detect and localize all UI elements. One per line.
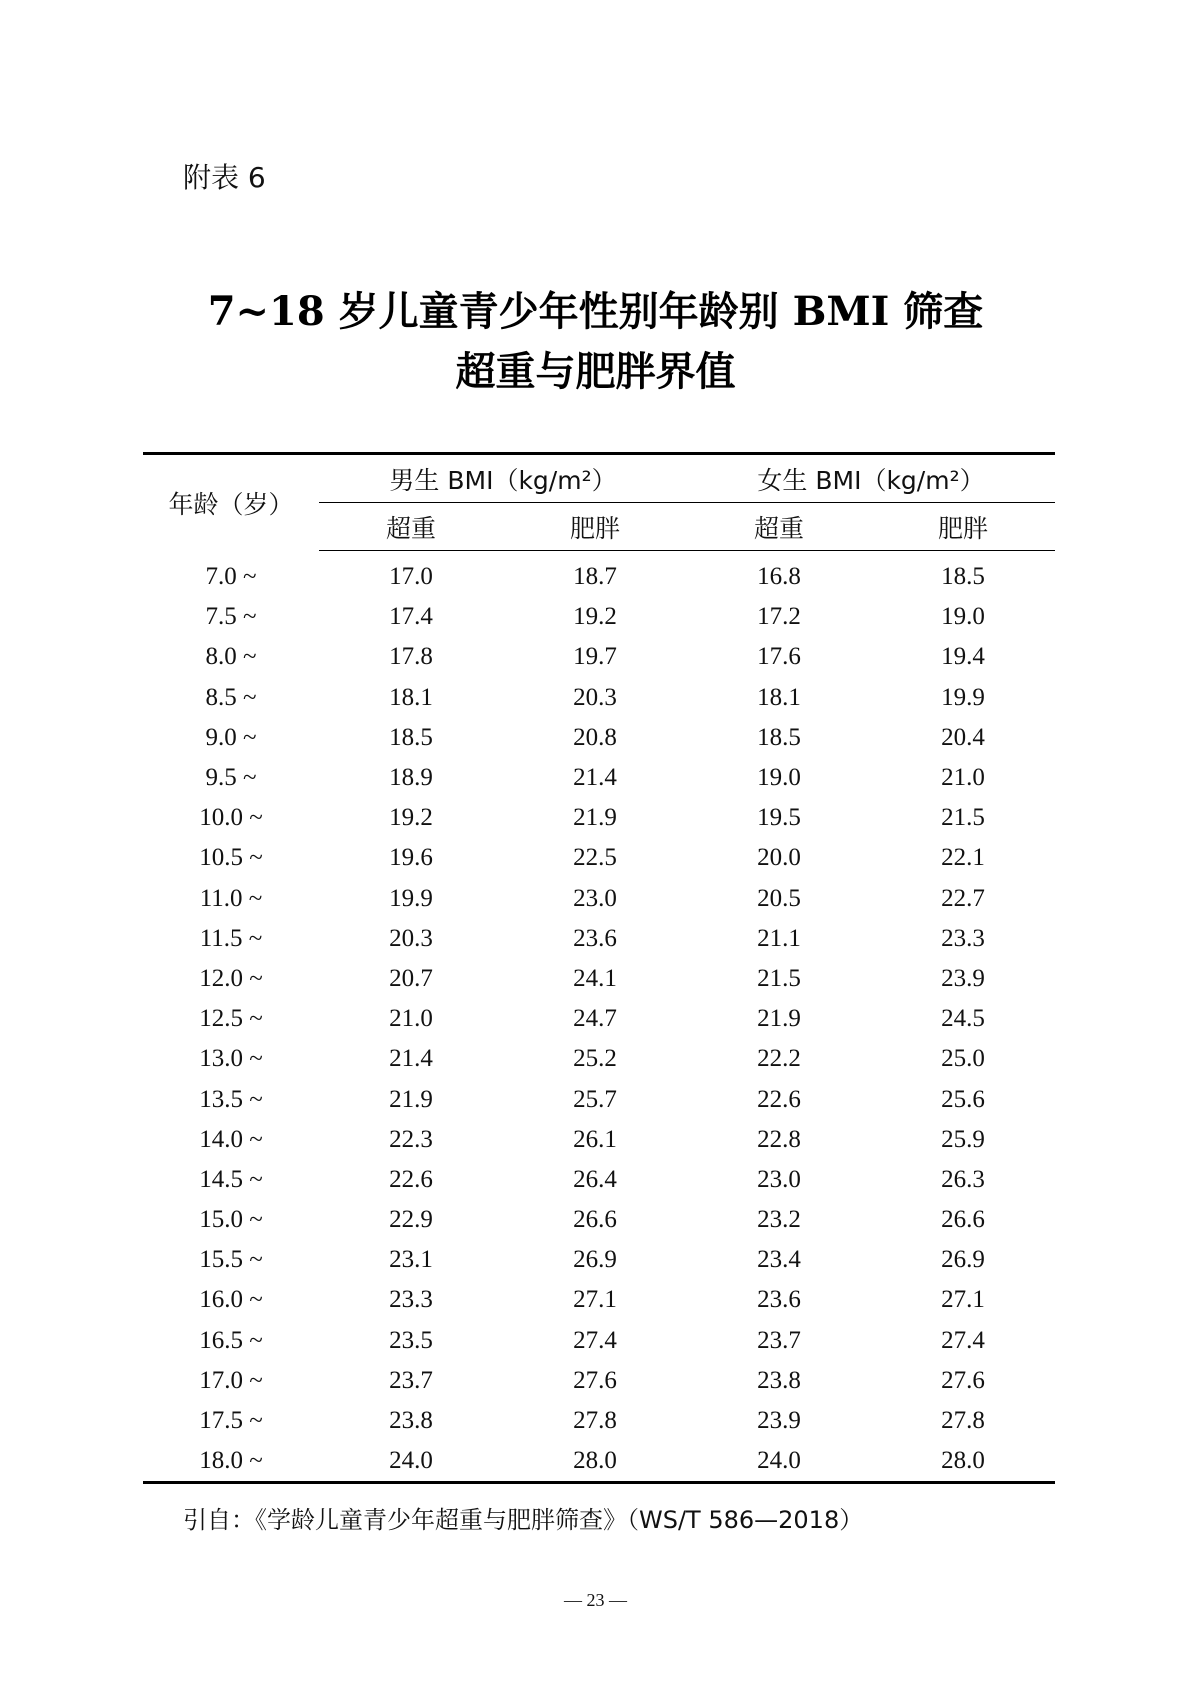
- bmi-table-container: [143, 452, 1055, 1484]
- age-cell: 16.5 ~: [199, 1326, 263, 1354]
- male-obese-cell: 27.4: [573, 1326, 617, 1354]
- female-overweight-cell: 24.0: [687, 1441, 871, 1483]
- table-row: [143, 879, 1055, 919]
- source-citation: 引自：《学龄儿童青少年超重与肥胖筛查》（WS/T 586—2018）: [183, 1506, 864, 1534]
- table-row: [143, 1160, 1055, 1200]
- male-overweight-cell: 23.7: [389, 1366, 433, 1394]
- male-obese-cell: 25.2: [573, 1045, 617, 1073]
- female-obese-cell: 25.6: [941, 1085, 985, 1113]
- female-obese-cell: 19.4: [941, 643, 985, 671]
- table-row: [143, 597, 1055, 637]
- female-obese-cell: 28.0: [871, 1441, 1055, 1483]
- male-obese-cell: 27.1: [573, 1286, 617, 1314]
- age-cell: 16.0 ~: [199, 1286, 263, 1314]
- male-obese-cell: 20.3: [573, 683, 617, 711]
- table-row: [143, 718, 1055, 758]
- page-number: — 23 —: [564, 1590, 627, 1610]
- age-cell: 17.5 ~: [199, 1407, 263, 1435]
- male-overweight-cell: 21.9: [389, 1085, 433, 1113]
- female-obese-cell: 21.0: [941, 764, 985, 792]
- male-obese-cell: 24.1: [573, 964, 617, 992]
- male-obese-cell: 26.1: [573, 1125, 617, 1153]
- male-overweight-cell: 18.5: [389, 723, 433, 751]
- female-overweight-cell: 21.9: [757, 1005, 801, 1033]
- male-obese-cell: 19.7: [573, 643, 617, 671]
- male-obese-cell: 22.5: [573, 844, 617, 872]
- female-overweight-cell: 21.1: [757, 924, 801, 952]
- male-overweight-cell: 17.8: [389, 643, 433, 671]
- female-obese-cell: 20.4: [941, 723, 985, 751]
- female-overweight-cell: 23.6: [757, 1286, 801, 1314]
- female-obese-cell: 19.9: [941, 683, 985, 711]
- document-title-line-2: 超重与肥胖界值: [455, 348, 736, 395]
- age-cell: 11.0 ~: [199, 884, 263, 912]
- female-obese-cell: 27.1: [941, 1286, 985, 1314]
- age-cell: 17.0 ~: [199, 1366, 263, 1394]
- female-obese-header: 肥胖: [871, 503, 1055, 551]
- age-cell: 12.5 ~: [199, 1005, 263, 1033]
- female-obese-cell: 23.9: [941, 964, 985, 992]
- female-obese-cell: 26.3: [941, 1165, 985, 1193]
- age-cell: 13.0 ~: [199, 1045, 263, 1073]
- female-obese-cell: 26.6: [941, 1206, 985, 1234]
- female-overweight-cell: 17.2: [757, 603, 801, 631]
- male-overweight-cell: 20.7: [389, 964, 433, 992]
- male-obese-cell: 21.9: [573, 804, 617, 832]
- female-obese-cell: 22.7: [941, 884, 985, 912]
- male-obese-header: 肥胖: [503, 503, 687, 551]
- female-overweight-cell: 18.1: [757, 683, 801, 711]
- table-row: [143, 919, 1055, 959]
- female-overweight-cell: 19.0: [757, 764, 801, 792]
- male-obese-cell: 18.7: [573, 563, 617, 591]
- table-body: [143, 551, 1055, 1483]
- male-overweight-cell: 21.0: [389, 1005, 433, 1033]
- age-cell: 7.5 ~: [205, 603, 257, 631]
- table-row: [143, 758, 1055, 798]
- male-overweight-cell: 19.9: [389, 884, 433, 912]
- male-overweight-cell: 17.0: [389, 563, 433, 591]
- age-cell: 11.5 ~: [199, 924, 263, 952]
- age-cell: 15.5 ~: [199, 1246, 263, 1274]
- male-overweight-cell: 17.4: [389, 603, 433, 631]
- age-cell: 12.0 ~: [199, 964, 263, 992]
- male-obese-cell: 21.4: [573, 764, 617, 792]
- male-bmi-header: 男生 BMI（kg/m²）: [319, 454, 687, 503]
- male-obese-cell: 19.2: [573, 603, 617, 631]
- female-overweight-cell: 23.2: [757, 1206, 801, 1234]
- age-cell: 10.5 ~: [199, 844, 263, 872]
- female-obese-cell: 25.0: [941, 1045, 985, 1073]
- male-overweight-cell: 20.3: [389, 924, 433, 952]
- male-overweight-cell: 18.1: [389, 683, 433, 711]
- male-overweight-cell: 22.9: [389, 1206, 433, 1234]
- female-overweight-cell: 16.8: [757, 563, 801, 591]
- age-cell: 14.0 ~: [199, 1125, 263, 1153]
- male-obese-cell: 20.8: [573, 723, 617, 751]
- male-overweight-cell: 18.9: [389, 764, 433, 792]
- table-row: [143, 1441, 1055, 1483]
- female-obese-cell: 27.6: [941, 1366, 985, 1394]
- female-overweight-cell: 22.2: [757, 1045, 801, 1073]
- male-obese-cell: 23.6: [573, 924, 617, 952]
- age-cell: 14.5 ~: [199, 1165, 263, 1193]
- female-obese-cell: 27.8: [941, 1407, 985, 1435]
- age-cell: 9.5 ~: [205, 764, 257, 792]
- table-row: [143, 637, 1055, 677]
- table-row: [143, 959, 1055, 999]
- table-row: [143, 1401, 1055, 1441]
- female-overweight-cell: 17.6: [757, 643, 801, 671]
- female-overweight-cell: 23.0: [757, 1165, 801, 1193]
- table-row: [143, 1079, 1055, 1119]
- female-overweight-cell: 20.5: [757, 884, 801, 912]
- female-overweight-header: 超重: [687, 503, 871, 551]
- table-row: [143, 838, 1055, 878]
- male-overweight-cell: 21.4: [389, 1045, 433, 1073]
- male-overweight-header: 超重: [319, 503, 503, 551]
- age-cell: 7.0 ~: [205, 562, 257, 590]
- age-cell: 18.0 ~: [143, 1441, 319, 1483]
- female-obese-cell: 25.9: [941, 1125, 985, 1153]
- table-row: [143, 1361, 1055, 1401]
- female-obese-cell: 19.0: [941, 603, 985, 631]
- female-obese-cell: 27.4: [941, 1326, 985, 1354]
- age-cell: 10.0 ~: [199, 804, 263, 832]
- male-obese-cell: 26.9: [573, 1246, 617, 1274]
- female-bmi-header: 女生 BMI（kg/m²）: [687, 454, 1055, 503]
- male-overweight-cell: 22.3: [389, 1125, 433, 1153]
- male-overweight-cell: 19.2: [389, 804, 433, 832]
- female-overweight-cell: 19.5: [757, 804, 801, 832]
- female-overweight-cell: 23.7: [757, 1326, 801, 1354]
- age-cell: 8.0 ~: [205, 643, 257, 671]
- female-obese-cell: 24.5: [941, 1005, 985, 1033]
- age-column-header: 年龄（岁）: [143, 454, 319, 551]
- age-cell: 13.5 ~: [199, 1085, 263, 1113]
- female-obese-cell: 26.9: [941, 1246, 985, 1274]
- female-obese-cell: 23.3: [941, 924, 985, 952]
- female-obese-cell: 21.5: [941, 804, 985, 832]
- table-row: [143, 1321, 1055, 1361]
- female-overweight-cell: 22.6: [757, 1085, 801, 1113]
- male-overweight-cell: 23.8: [389, 1407, 433, 1435]
- male-obese-cell: 27.6: [573, 1366, 617, 1394]
- female-overweight-cell: 18.5: [757, 723, 801, 751]
- table-header: [143, 454, 1055, 551]
- female-overweight-cell: 23.4: [757, 1246, 801, 1274]
- male-obese-cell: 24.7: [573, 1005, 617, 1033]
- table-row: [143, 1200, 1055, 1240]
- age-cell: 15.0 ~: [199, 1206, 263, 1234]
- male-obese-cell: 23.0: [573, 884, 617, 912]
- document-title-line-1: 7~18 岁儿童青少年性别年龄别 BMI 筛查: [207, 288, 984, 335]
- male-overweight-cell: 23.1: [389, 1246, 433, 1274]
- table-row: [143, 1240, 1055, 1280]
- table-row: [143, 1280, 1055, 1320]
- female-obese-cell: 22.1: [941, 844, 985, 872]
- table-row: [143, 1120, 1055, 1160]
- header-row-1: [143, 454, 1055, 503]
- female-overweight-cell: 22.8: [757, 1125, 801, 1153]
- male-overweight-cell: 23.5: [389, 1326, 433, 1354]
- male-overweight-cell: 22.6: [389, 1165, 433, 1193]
- male-obese-cell: 28.0: [503, 1441, 687, 1483]
- table-row: [143, 678, 1055, 718]
- bmi-cutoff-table: [143, 452, 1055, 1484]
- female-obese-cell: 18.5: [941, 563, 985, 591]
- female-overweight-cell: 21.5: [757, 964, 801, 992]
- female-overweight-cell: 23.8: [757, 1366, 801, 1394]
- female-overweight-cell: 20.0: [757, 844, 801, 872]
- female-overweight-cell: 23.9: [757, 1407, 801, 1435]
- male-obese-cell: 27.8: [573, 1407, 617, 1435]
- male-obese-cell: 26.4: [573, 1165, 617, 1193]
- table-row: [143, 551, 1055, 598]
- male-obese-cell: 26.6: [573, 1206, 617, 1234]
- male-obese-cell: 25.7: [573, 1085, 617, 1113]
- table-row: [143, 1039, 1055, 1079]
- male-overweight-cell: 24.0: [319, 1441, 503, 1483]
- age-cell: 9.0 ~: [205, 723, 257, 751]
- male-overweight-cell: 23.3: [389, 1286, 433, 1314]
- table-row: [143, 999, 1055, 1039]
- age-cell: 8.5 ~: [205, 683, 257, 711]
- table-row: [143, 798, 1055, 838]
- page-label: 附表 6: [183, 161, 266, 194]
- male-overweight-cell: 19.6: [389, 844, 433, 872]
